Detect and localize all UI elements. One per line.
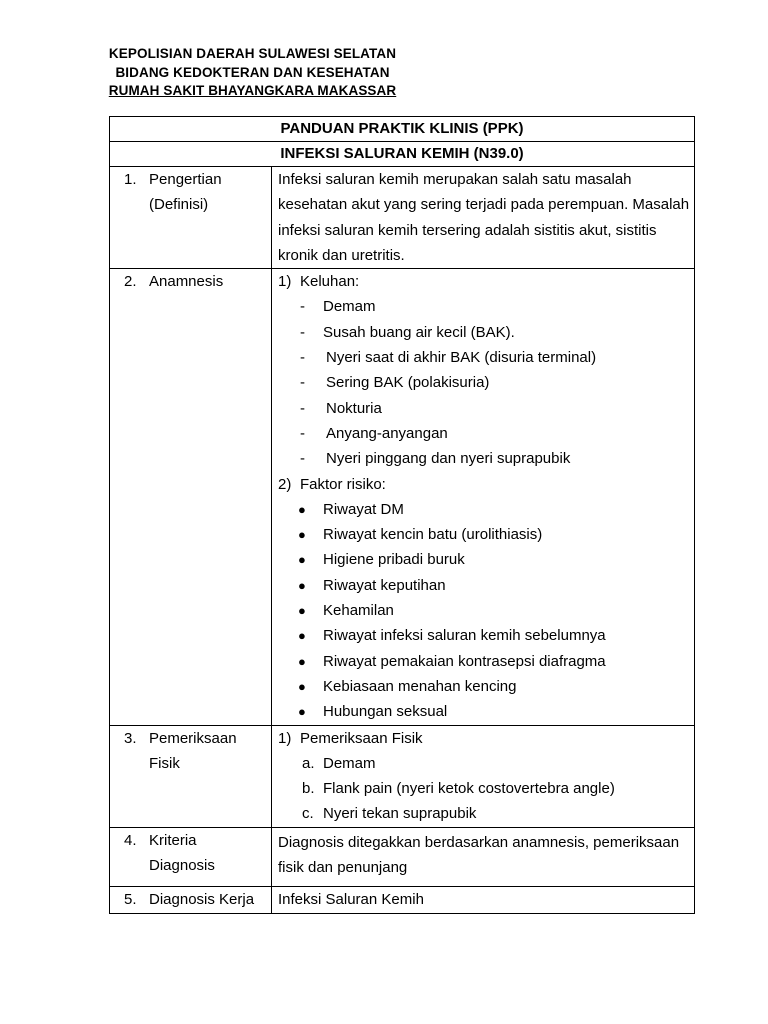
dash-marker: -: [300, 323, 305, 341]
section-number: 5.: [124, 891, 137, 909]
table-row: [110, 269, 695, 725]
dash-marker: -: [300, 298, 305, 316]
diagnosis-criteria-text: Diagnosis ditegakkan berdasarkan anamnesis, pemeriksaan fisik dan penunjang: [278, 833, 680, 877]
list-item: c. Nyeri tekan suprapubik: [302, 805, 477, 823]
list-item: ● Higiene pribadi buruk: [278, 547, 694, 572]
section-label-cell: [110, 167, 272, 269]
table-row: [110, 725, 695, 827]
section-content-cell: [272, 269, 695, 725]
list-item: ● Riwayat DM: [278, 497, 694, 522]
working-diagnosis-text: Infeksi Saluran Kemih: [278, 891, 424, 909]
section-content-cell: [272, 827, 695, 887]
section-label-cell: [110, 725, 272, 827]
section-number: 1.: [124, 171, 137, 188]
section-label: Anamnesis: [149, 273, 224, 291]
dash-marker: -: [300, 424, 305, 442]
list-item: - Susah buang air kecil (BAK).: [278, 320, 694, 345]
dash-marker: -: [300, 349, 305, 367]
list-item: - Nokturia: [278, 396, 694, 421]
subsection-heading: 1) Keluhan:: [278, 273, 360, 291]
list-item: ● Riwayat kencin batu (urolithiasis): [278, 522, 694, 547]
bullet-icon: ●: [298, 577, 306, 593]
bullet-icon: ●: [298, 603, 306, 619]
bullet-icon: ●: [298, 501, 306, 517]
table-row: [110, 887, 695, 913]
section-label: Diagnosis Kerja: [149, 891, 255, 909]
section-label-cell: [110, 827, 272, 887]
bullet-icon: ●: [298, 653, 306, 669]
list-item: ● Riwayat infeksi saluran kemih sebelumnya: [278, 623, 694, 648]
section-label: Pemeriksaan: [149, 729, 237, 747]
section-label-cell: [110, 269, 272, 725]
table-row: [110, 167, 695, 269]
definition-text: Infeksi saluran kemih merupakan salah satu masalah kesehatan akut yang sering terjadi pada perempuan. Masalah infeksi saluran kemih tersering adalah sistitis akut, sistitis kronik dan uretritis.: [278, 171, 690, 264]
header-line-police: KEPOLISIAN DAERAH SULAWESI SELATAN: [108, 46, 397, 61]
table-row: [110, 827, 695, 887]
document-header: [100, 45, 405, 101]
section-label: (Definisi): [149, 196, 209, 214]
section-label-cell: [110, 887, 272, 913]
section-content-cell: [272, 725, 695, 827]
list-item: ● Kehamilan: [278, 598, 694, 623]
section-number: 4.: [124, 831, 137, 849]
section-label: Fisik: [149, 754, 180, 772]
bullet-icon: ●: [298, 527, 306, 543]
bullet-icon: ●: [298, 678, 306, 694]
dash-marker: -: [300, 399, 305, 417]
list-item: - Nyeri saat di akhir BAK (disuria terminal): [278, 345, 694, 370]
section-label: Diagnosis: [149, 857, 215, 875]
list-item: - Sering BAK (polakisuria): [278, 370, 694, 395]
table-title: PANDUAN PRAKTIK KLINIS (PPK): [110, 117, 695, 142]
section-number: 2.: [124, 273, 137, 291]
section-content-cell: [272, 887, 695, 913]
bullet-icon: ●: [298, 704, 306, 720]
subsection-heading: 2) Faktor risiko:: [278, 475, 386, 493]
list-item: - Demam: [278, 294, 694, 319]
dash-marker: -: [300, 374, 305, 392]
list-item: b. Flank pain (nyeri ketok costovertebra angle): [302, 780, 615, 798]
section-content-cell: [272, 167, 695, 269]
header-line-department: BIDANG KEDOKTERAN DAN KESEHATAN: [115, 64, 390, 80]
table-subtitle: INFEKSI SALURAN KEMIH (N39.0): [110, 142, 695, 167]
header-line-hospital: RUMAH SAKIT BHAYANGKARA MAKASSAR: [108, 83, 397, 98]
ppk-table: [109, 116, 695, 914]
list-item: ● Riwayat keputihan: [278, 573, 694, 598]
bullet-icon: ●: [298, 628, 306, 644]
list-item: - Nyeri pinggang dan nyeri suprapubik: [278, 446, 694, 471]
section-label: Pengertian: [149, 171, 222, 188]
list-item: - Anyang-anyangan: [278, 421, 694, 446]
bullet-icon: ●: [298, 552, 306, 568]
section-label: Kriteria: [149, 831, 197, 849]
list-item: ● Riwayat pemakaian kontrasepsi diafragma: [278, 649, 694, 674]
subsection-heading: 1) Pemeriksaan Fisik: [278, 729, 423, 747]
dash-marker: -: [300, 450, 305, 468]
section-number: 3.: [124, 729, 137, 747]
list-item: ● Kebiasaan menahan kencing: [278, 674, 694, 699]
list-item: a. Demam: [302, 754, 376, 772]
list-item: ● Hubungan seksual: [278, 699, 694, 724]
